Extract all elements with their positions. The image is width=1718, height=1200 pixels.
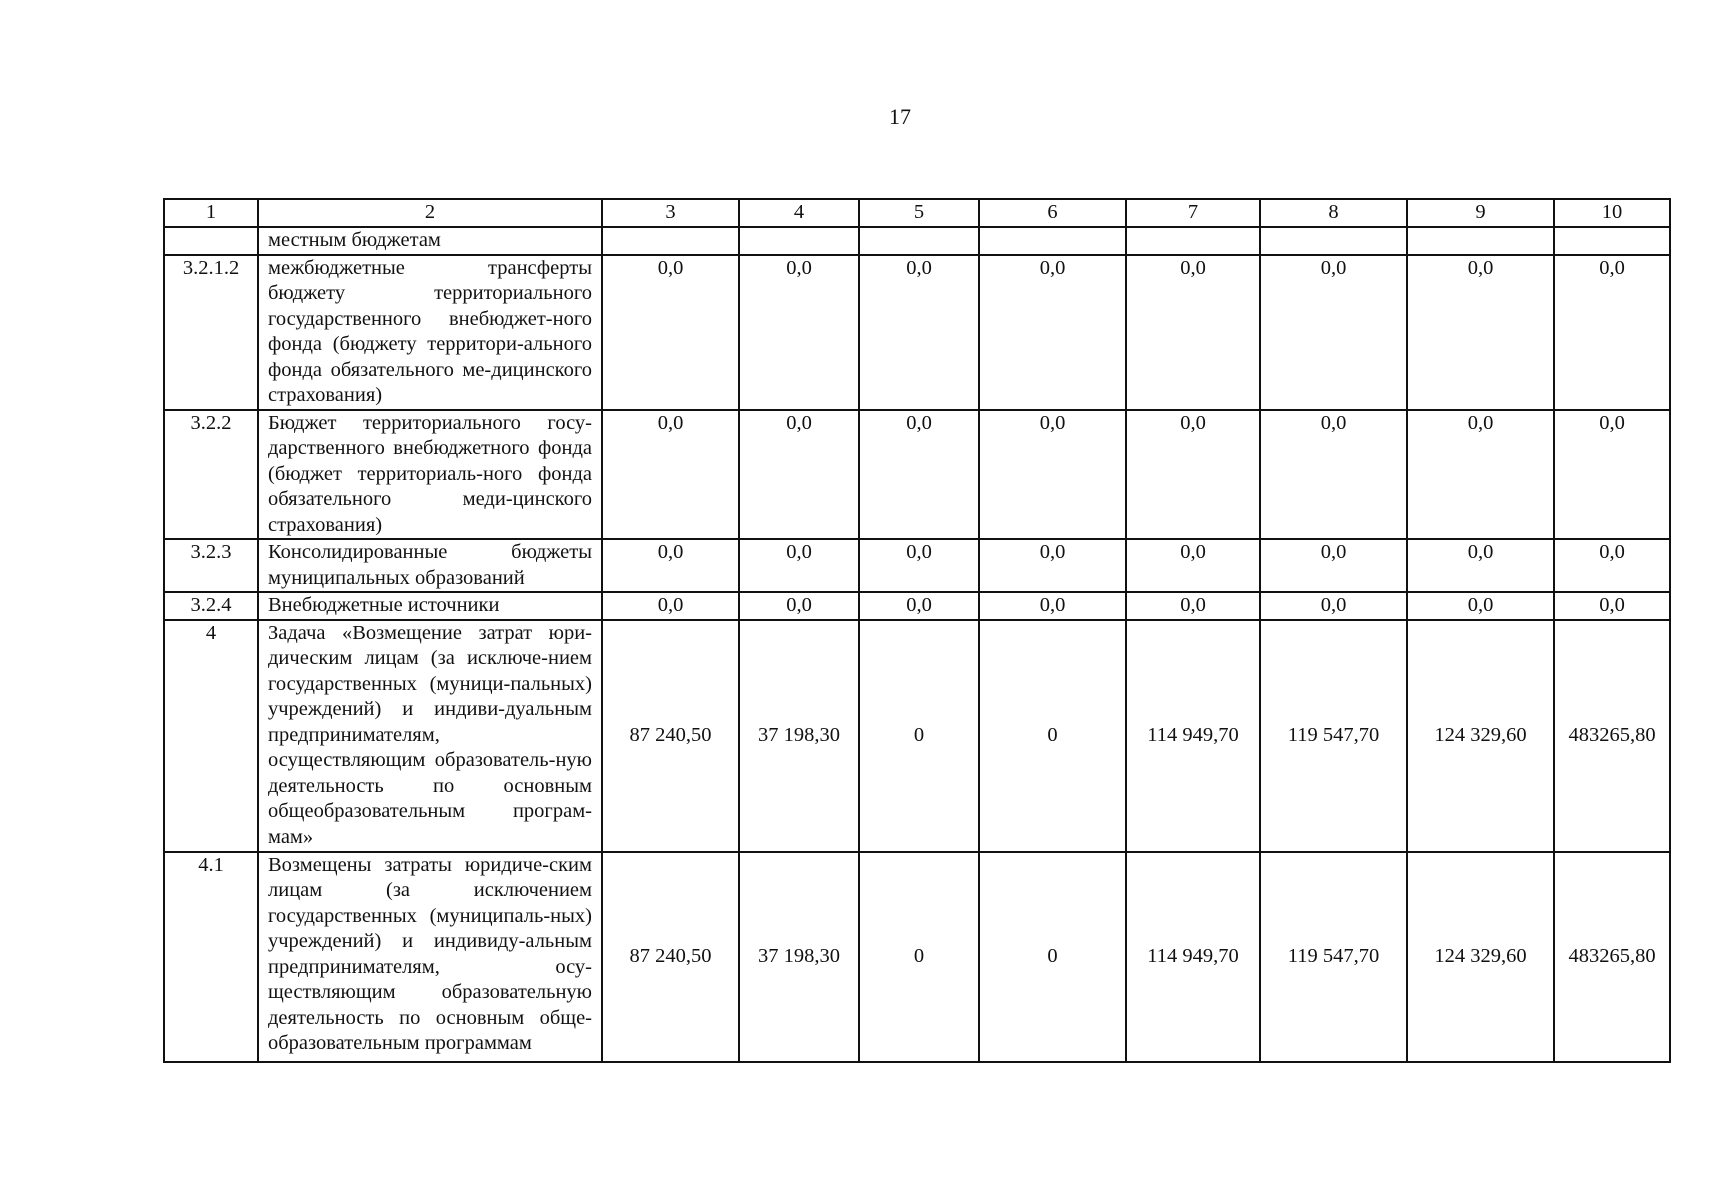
value-cell: 0,0: [1407, 255, 1554, 410]
column-header: 5: [859, 199, 979, 227]
value-cell: 0,0: [1407, 539, 1554, 592]
value-cell: 114 949,70: [1126, 852, 1260, 1062]
value-cell: 0,0: [1554, 410, 1670, 540]
value-cell: 0,0: [739, 255, 859, 410]
table-row: [164, 852, 1670, 1062]
value-cell: 0,0: [1126, 592, 1260, 620]
value-cell: [1554, 227, 1670, 255]
column-header: 4: [739, 199, 859, 227]
value-cell: 87 240,50: [602, 852, 739, 1062]
value-cell: 0,0: [1260, 410, 1407, 540]
value-cell: 119 547,70: [1260, 852, 1407, 1062]
column-header: 1: [164, 199, 258, 227]
row-description: местным бюджетам: [258, 227, 602, 255]
value-cell: 0,0: [979, 410, 1126, 540]
value-cell: [859, 227, 979, 255]
value-cell: 119 547,70: [1260, 620, 1407, 852]
value-cell: 0,0: [859, 410, 979, 540]
value-cell: 0,0: [602, 592, 739, 620]
table-body: [164, 199, 1670, 1062]
value-cell: 0,0: [1126, 539, 1260, 592]
value-cell: 483265,80: [1554, 852, 1670, 1062]
row-code: 4: [164, 620, 258, 852]
value-cell: [1407, 227, 1554, 255]
value-cell: 0,0: [1126, 255, 1260, 410]
value-cell: 0,0: [979, 592, 1126, 620]
row-description: Задача «Возмещение затрат юри-дическим лицам (за исключе-нием государственных (муници-пальных) учреждений) и индиви-дуальным предпринимателям, осуществляющим образователь-ную деятельность по основным общеобразовательным програм-мам»: [258, 620, 602, 852]
table-row: [164, 620, 1670, 852]
value-cell: 37 198,30: [739, 852, 859, 1062]
row-description: Бюджет территориального госу-дарственного внебюджетного фонда (бюджет территориаль-ного фонда обязательного меди-цинского страхования): [258, 410, 602, 540]
value-cell: [602, 227, 739, 255]
value-cell: [1126, 227, 1260, 255]
value-cell: 0,0: [739, 539, 859, 592]
value-cell: 0,0: [979, 539, 1126, 592]
value-cell: 0,0: [739, 592, 859, 620]
value-cell: 0: [859, 620, 979, 852]
value-cell: 0,0: [859, 592, 979, 620]
column-header: 10: [1554, 199, 1670, 227]
row-description: межбюджетные трансферты бюджету территориального государственного внебюджет-ного фонда (бюджету территори-ального фонда обязательного ме-дицинского страхования): [258, 255, 602, 410]
table-row: [164, 410, 1670, 540]
row-description: Консолидированные бюджеты муниципальных образований: [258, 539, 602, 592]
value-cell: 0,0: [1260, 592, 1407, 620]
table-row: [164, 255, 1670, 410]
row-description: Возмещены затраты юридиче-ским лицам (за исключением государственных (муниципаль-ных) учреждений) и индивиду-альным предпринимателям, осу-ществляющим образовательную деятельность по основным обще-образовательным программам: [258, 852, 602, 1062]
value-cell: 483265,80: [1554, 620, 1670, 852]
row-description: Внебюджетные источники: [258, 592, 602, 620]
row-code: 3.2.1.2: [164, 255, 258, 410]
table-row: [164, 592, 1670, 620]
value-cell: 87 240,50: [602, 620, 739, 852]
value-cell: [739, 227, 859, 255]
value-cell: 0,0: [1260, 255, 1407, 410]
value-cell: 0: [979, 852, 1126, 1062]
row-code: 3.2.4: [164, 592, 258, 620]
value-cell: [1260, 227, 1407, 255]
budget-table: [163, 198, 1671, 1063]
value-cell: 0,0: [859, 255, 979, 410]
column-header: 2: [258, 199, 602, 227]
value-cell: 124 329,60: [1407, 852, 1554, 1062]
value-cell: 0,0: [739, 410, 859, 540]
column-header: 8: [1260, 199, 1407, 227]
column-header: 7: [1126, 199, 1260, 227]
column-header: 3: [602, 199, 739, 227]
value-cell: 0,0: [1554, 255, 1670, 410]
value-cell: 0,0: [1554, 539, 1670, 592]
row-code: [164, 227, 258, 255]
value-cell: 0,0: [1260, 539, 1407, 592]
value-cell: [979, 227, 1126, 255]
table-row: [164, 539, 1670, 592]
row-code: 3.2.2: [164, 410, 258, 540]
row-code: 3.2.3: [164, 539, 258, 592]
value-cell: 0: [979, 620, 1126, 852]
value-cell: 0,0: [1554, 592, 1670, 620]
value-cell: 37 198,30: [739, 620, 859, 852]
row-code: 4.1: [164, 852, 258, 1062]
value-cell: 0,0: [1407, 410, 1554, 540]
value-cell: 0,0: [859, 539, 979, 592]
value-cell: 0,0: [602, 539, 739, 592]
table-row: [164, 227, 1670, 255]
value-cell: 0,0: [602, 410, 739, 540]
value-cell: 114 949,70: [1126, 620, 1260, 852]
page-number: 17: [889, 104, 911, 129]
table-header-row: [164, 199, 1670, 227]
value-cell: 0,0: [1407, 592, 1554, 620]
value-cell: 0,0: [979, 255, 1126, 410]
value-cell: 0,0: [602, 255, 739, 410]
value-cell: 124 329,60: [1407, 620, 1554, 852]
column-header: 6: [979, 199, 1126, 227]
column-header: 9: [1407, 199, 1554, 227]
value-cell: 0,0: [1126, 410, 1260, 540]
value-cell: 0: [859, 852, 979, 1062]
